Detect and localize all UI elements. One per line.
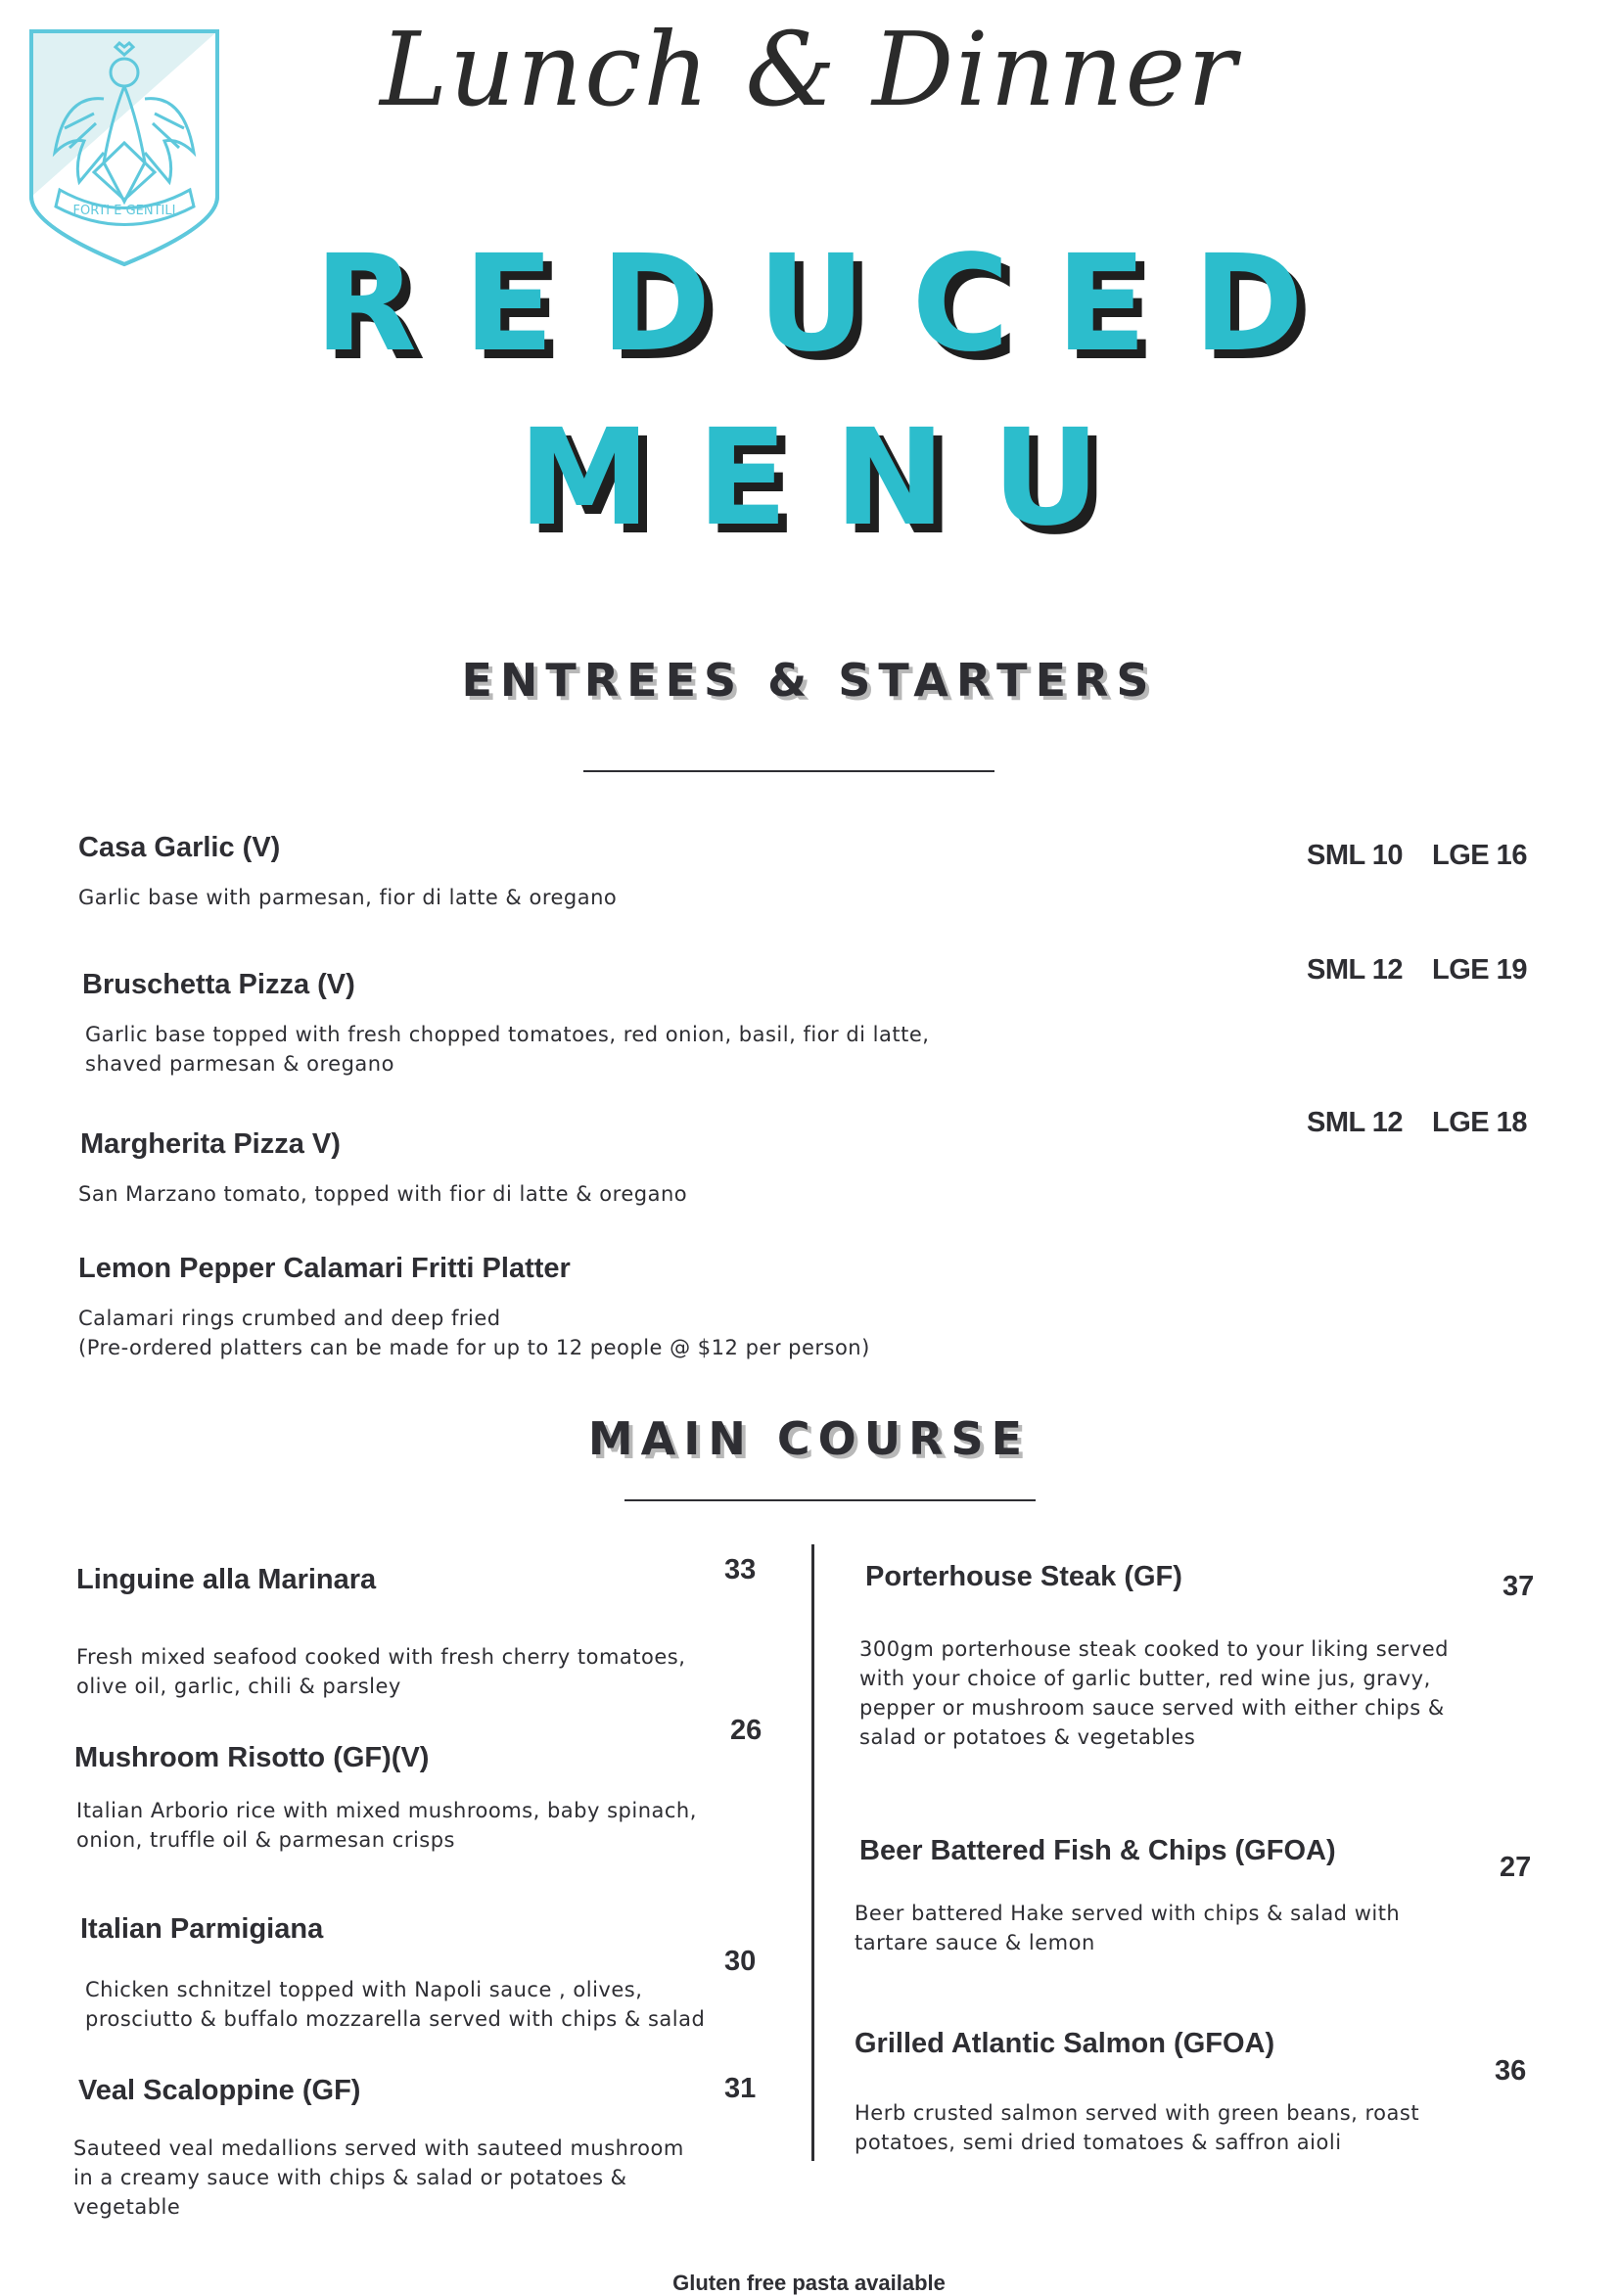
- main-name: Veal Scaloppine (GF): [78, 2075, 361, 2106]
- entree-desc: Calamari rings crumbed and deep fried: [78, 1307, 501, 1330]
- crest-motto: FORTI E GENTILI: [72, 204, 176, 218]
- main-desc: Beer battered Hake served with chips & salad with tartare sauce & lemon: [855, 1902, 1401, 1954]
- main-name: Beer Battered Fish & Chips (GFOA): [859, 1835, 1336, 1866]
- main-name: Porterhouse Steak (GF): [865, 1561, 1182, 1592]
- column-divider: [811, 1544, 814, 2161]
- entree-desc: San Marzano tomato, topped with fior di latte & oregano: [78, 1182, 688, 1206]
- main-price: 30: [724, 1946, 757, 1977]
- main-price: 33: [724, 1554, 757, 1585]
- main-price: 31: [724, 2073, 757, 2104]
- entree-name: Margherita Pizza V): [80, 1128, 341, 1160]
- main-name: Italian Parmigiana: [80, 1913, 324, 1945]
- size-small: SML 12: [1307, 1107, 1404, 1138]
- size-small: SML 12: [1307, 954, 1404, 986]
- main-desc: Fresh mixed seafood cooked with fresh cherry tomatoes, olive oil, garlic, chili & parsley: [76, 1645, 686, 1698]
- main-desc: Chicken schnitzel topped with Napoli sauce , olives, prosciutto & buffalo mozzarella served with chips & salad: [85, 1978, 706, 2031]
- main-name: Mushroom Risotto (GF)(V): [74, 1742, 430, 1773]
- main-name: Grilled Atlantic Salmon (GFOA): [855, 2028, 1275, 2059]
- main-desc: Italian Arborio rice with mixed mushrooms, baby spinach, onion, truffle oil & parmesan crisps: [76, 1799, 697, 1852]
- entrees-divider: [583, 770, 994, 772]
- main-price: 26: [730, 1715, 763, 1746]
- entree-sizes: [1307, 954, 1527, 987]
- entree-desc: Garlic base with parmesan, fior di latte & oregano: [78, 886, 618, 909]
- main-price: 36: [1495, 2055, 1527, 2087]
- main-desc: 300gm porterhouse steak cooked to your liking served with your choice of garlic butter, red wine jus, gravy, pepper or mushroom sauce served with either chips & salad or potatoes & vegetables: [859, 1637, 1449, 1749]
- entrees-heading: ENTREES & STARTERS: [461, 654, 1157, 707]
- size-large: LGE 18: [1432, 1107, 1527, 1138]
- size-small: SML 10: [1307, 840, 1404, 871]
- main-price: 37: [1502, 1571, 1535, 1602]
- entree-note: (Pre-ordered platters can be made for up to 12 people @ $12 per person): [78, 1336, 870, 1359]
- entree-name: Casa Garlic (V): [78, 832, 281, 863]
- title-reduced: R E D U C E D: [314, 227, 1304, 382]
- main-desc: Herb crusted salmon served with green beans, roast potatoes, semi dried tomatoes & saffron aioli: [855, 2101, 1420, 2154]
- entree-desc: Garlic base topped with fresh chopped tomatoes, red onion, basil, fior di latte, shaved parmesan & oregano: [85, 1023, 930, 1076]
- main-heading: MAIN COURSE: [587, 1412, 1031, 1465]
- entree-sizes: [1307, 840, 1527, 872]
- size-large: LGE 19: [1432, 954, 1527, 986]
- size-large: LGE 16: [1432, 840, 1527, 871]
- gluten-free-note: Gluten free pasta available: [672, 2271, 946, 2295]
- main-name: Linguine alla Marinara: [76, 1564, 377, 1595]
- entree-name: Lemon Pepper Calamari Fritti Platter: [78, 1253, 571, 1284]
- main-desc: Sauteed veal medallions served with sauteed mushroom in a creamy sauce with chips & salad or potatoes & vegetable: [73, 2136, 684, 2219]
- entree-sizes: [1307, 1107, 1527, 1139]
- main-divider: [624, 1499, 1036, 1501]
- entree-name: Bruschetta Pizza (V): [82, 969, 355, 1000]
- title-menu: M E N U: [518, 401, 1100, 556]
- main-price: 27: [1500, 1852, 1532, 1883]
- script-title: Lunch & Dinner: [380, 10, 1238, 129]
